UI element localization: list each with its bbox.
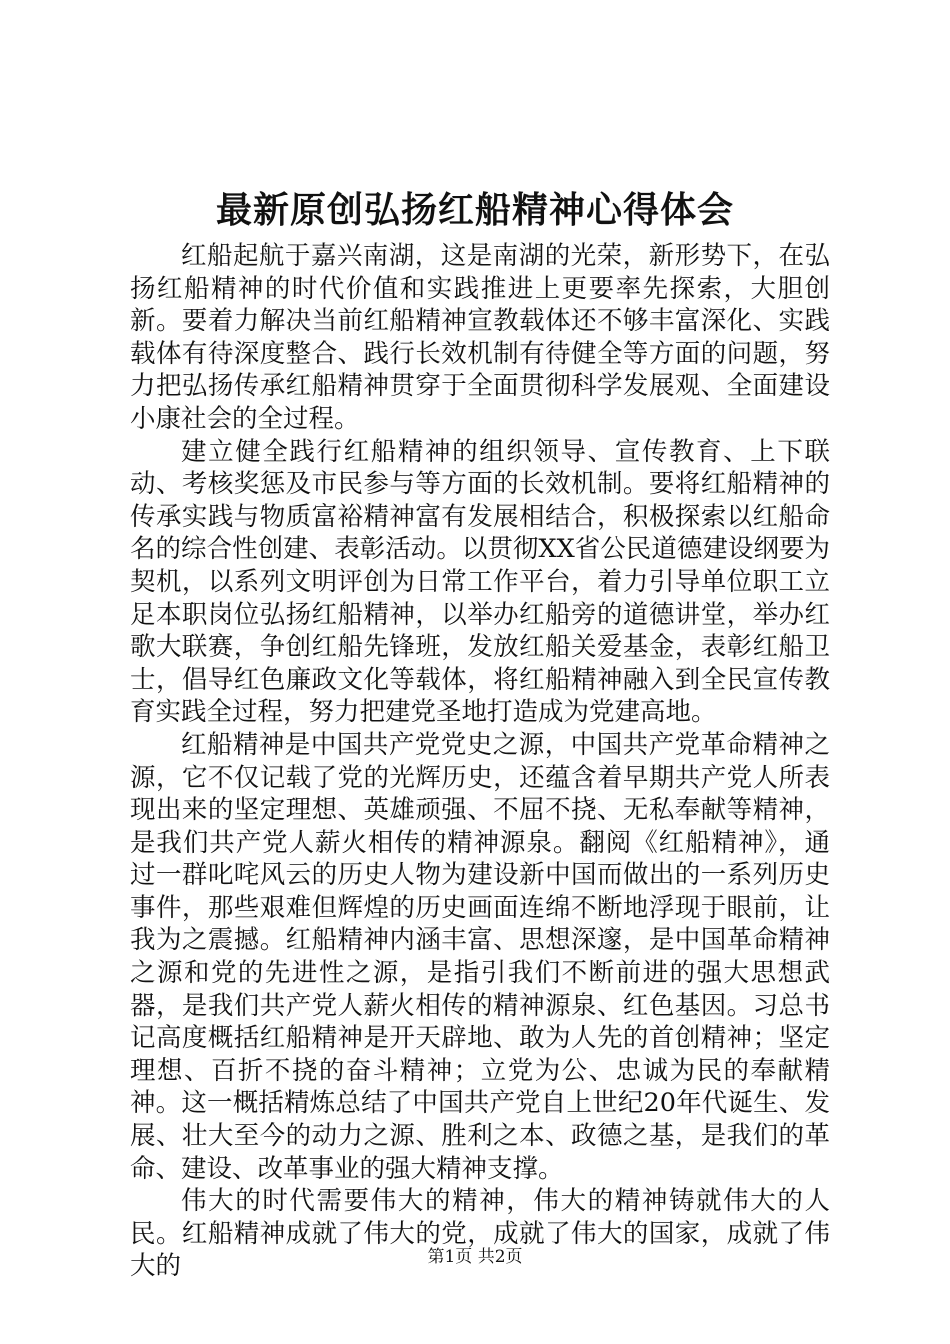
document-body <box>130 240 830 1283</box>
paragraph-3: 红船精神是中国共产党党史之源，中国共产党革命精神之源，它不仅记载了党的光辉历史，还蕴含着早期共产党人所表现出来的坚定理想、英雄顽强、不屈不挠、无私奉献等精神，是我们共产党人薪火相传的精神源泉。翻阅《红船精神》，通过一群叱咤风云的历史人物为建设新中国而做出的一系列历史事件，那些艰难但辉煌的历史画面连绵不断地浮现于眼前，让我为之震撼。红船精神内涵丰富、思想深邃，是中国革命精神之源和党的先进性之源，是指引我们不断前进的强大思想武器，是我们共产党人薪火相传的精神源泉、红色基因。习总书记高度概括红船精神是开天辟地、敢为人先的首创精神；坚定理想、百折不挠的奋斗精神；立党为公、忠诚为民的奉献精神。这一概括精炼总结了中国共产党自上世纪20年代诞生、发展、壮大至今的动力之源、胜利之本、政德之基，是我们的革命、建设、改革事业的强大精神支撑。 <box>130 729 830 1184</box>
page-number-footer: 第1页 共2页 <box>427 1247 523 1267</box>
paragraph-2: 建立健全践行红船精神的组织领导、宣传教育、上下联动、考核奖惩及市民参与等方面的长效机制。要将红船精神的传承实践与物质富裕精神富有发展相结合，积极探索以红船命名的综合性创建、表彰活动。以贯彻XX省公民道德建设纲要为契机，以系列文明评创为日常工作平台，着力引导单位职工立足本职岗位弘扬红船精神，以举办红船旁的道德讲堂，举办红歌大联赛，争创红船先锋班，发放红船关爱基金，表彰红船卫士，倡导红色廉政文化等载体，将红船精神融入到全民宣传教育实践全过程，努力把建党圣地打造成为党建高地。 <box>130 436 830 728</box>
document-title: 最新原创弘扬红船精神心得体会 <box>215 189 734 231</box>
paragraph-4: 伟大的时代需要伟大的精神，伟大的精神铸就伟大的人民。红船精神成就了伟大的党，成就了伟大的国家，成就了伟大的 <box>130 1186 830 1282</box>
paragraph-1: 红船起航于嘉兴南湖，这是南湖的光荣，新形势下，在弘扬红船精神的时代价值和实践推进上更要率先探索，大胆创新。要着力解决当前红船精神宣教载体还不够丰富深化、实践载体有待深度整合、践行长效机制有待健全等方面的问题，努力把弘扬传承红船精神贯穿于全面贯彻科学发展观、全面建设小康社会的全过程。 <box>130 241 830 434</box>
